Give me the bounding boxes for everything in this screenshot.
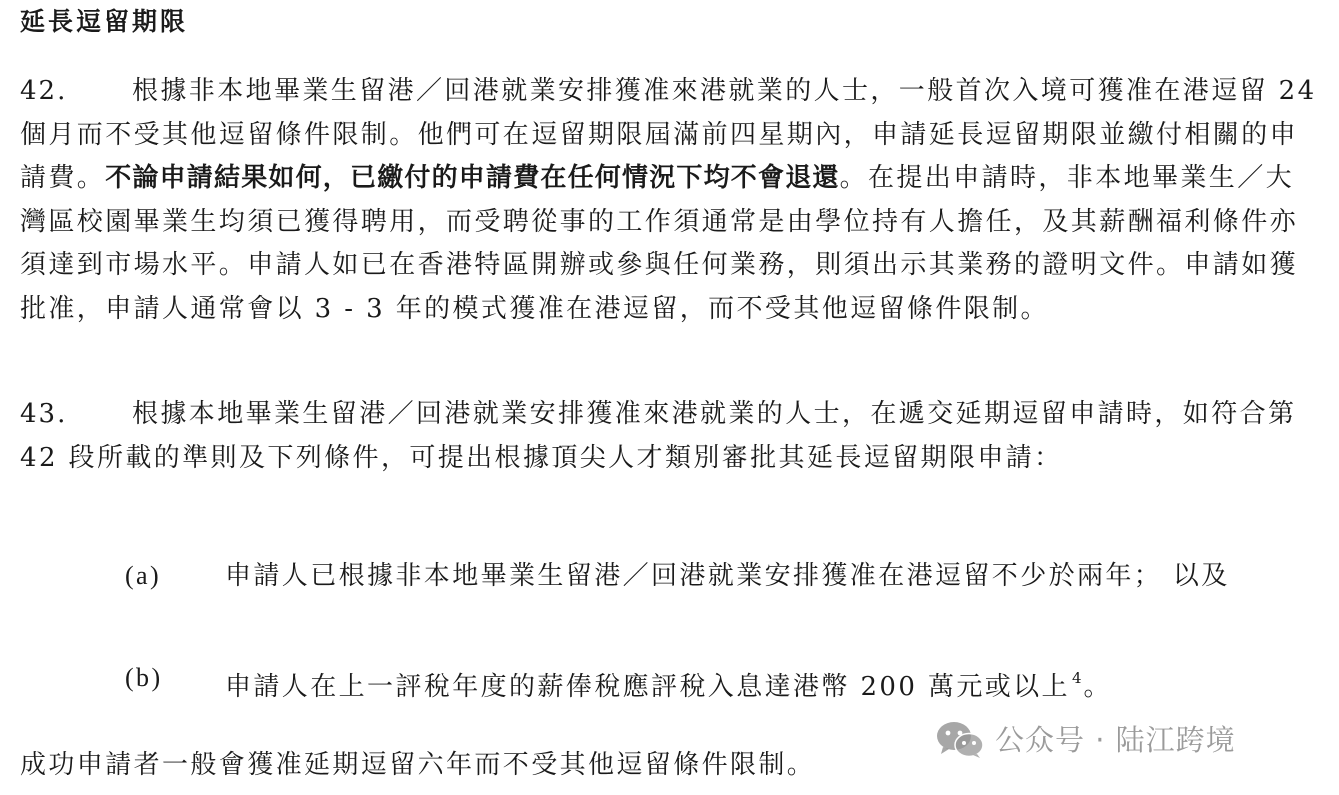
paragraph-text: 根據非本地畢業生留港／回港就業安排獲准來港就業的人士，一般首次入境可獲准在港逗留 24 個月而不受其他逗留條件限制。他們可在逗留期限屆滿前四星期內，申請延長逗留期限並繳付相關的申請費。 [20, 76, 1317, 193]
paragraph-43 [20, 393, 1320, 480]
closing-sentence: 成功申請者一般會獲准延期逗留六年而不受其他逗留條件限制。 [20, 750, 816, 780]
list-item-body: 申請人在上一評稅年度的薪俸稅應評稅入息達港幣 200 萬元或以上 [225, 672, 1070, 702]
list-item-a [125, 553, 1305, 599]
list-item-label: (b) [125, 663, 163, 692]
wechat-icon [935, 719, 985, 759]
paragraph-text: 根據本地畢業生留港／回港就業安排獲准來港就業的人士，在遞交延期逗留申請時，如符合第 42 段所載的準則及下列條件，可提出根據頂尖人才類別審批其延長逗留期限申請： [20, 399, 1297, 473]
list-item-b [125, 655, 1305, 710]
paragraph-text-continued: 。在提出申請時，非本地畢業生／大灣區校園畢業生均須已獲得聘用，而受聘從事的工作須通常是由學位持有人擔任，及其薪酬福利條件亦須達到市場水平。申請人如已在香港特區開辦或參與任何業務，則須出示其業務的證明文件。申請如獲批准，申請人通常會以 3 - 3 年的模式獲准在港逗留，而不受其他逗留條件限制。 [20, 163, 1299, 324]
footnote-marker[interactable]: 4 [1071, 669, 1082, 687]
section-heading: 延長逗留期限 [20, 7, 189, 36]
list-item-end: 。 [1083, 672, 1112, 702]
paragraph-42 [20, 70, 1320, 331]
list-item-label: (a) [125, 561, 162, 590]
watermark [935, 718, 1236, 759]
list-item-text: 申請人已根據非本地畢業生留港／回港就業安排獲准在港逗留不少於兩年； 以及 [225, 561, 1230, 591]
paragraph-number: 42. [20, 76, 68, 106]
bold-notice: 不論申請結果如何，已繳付的申請費在任何情況下均不會退還 [105, 163, 840, 193]
list-item-text [225, 655, 1285, 710]
watermark-text: 公众号 · 陆江跨境 [995, 723, 1236, 757]
paragraph-number: 43. [20, 399, 68, 429]
